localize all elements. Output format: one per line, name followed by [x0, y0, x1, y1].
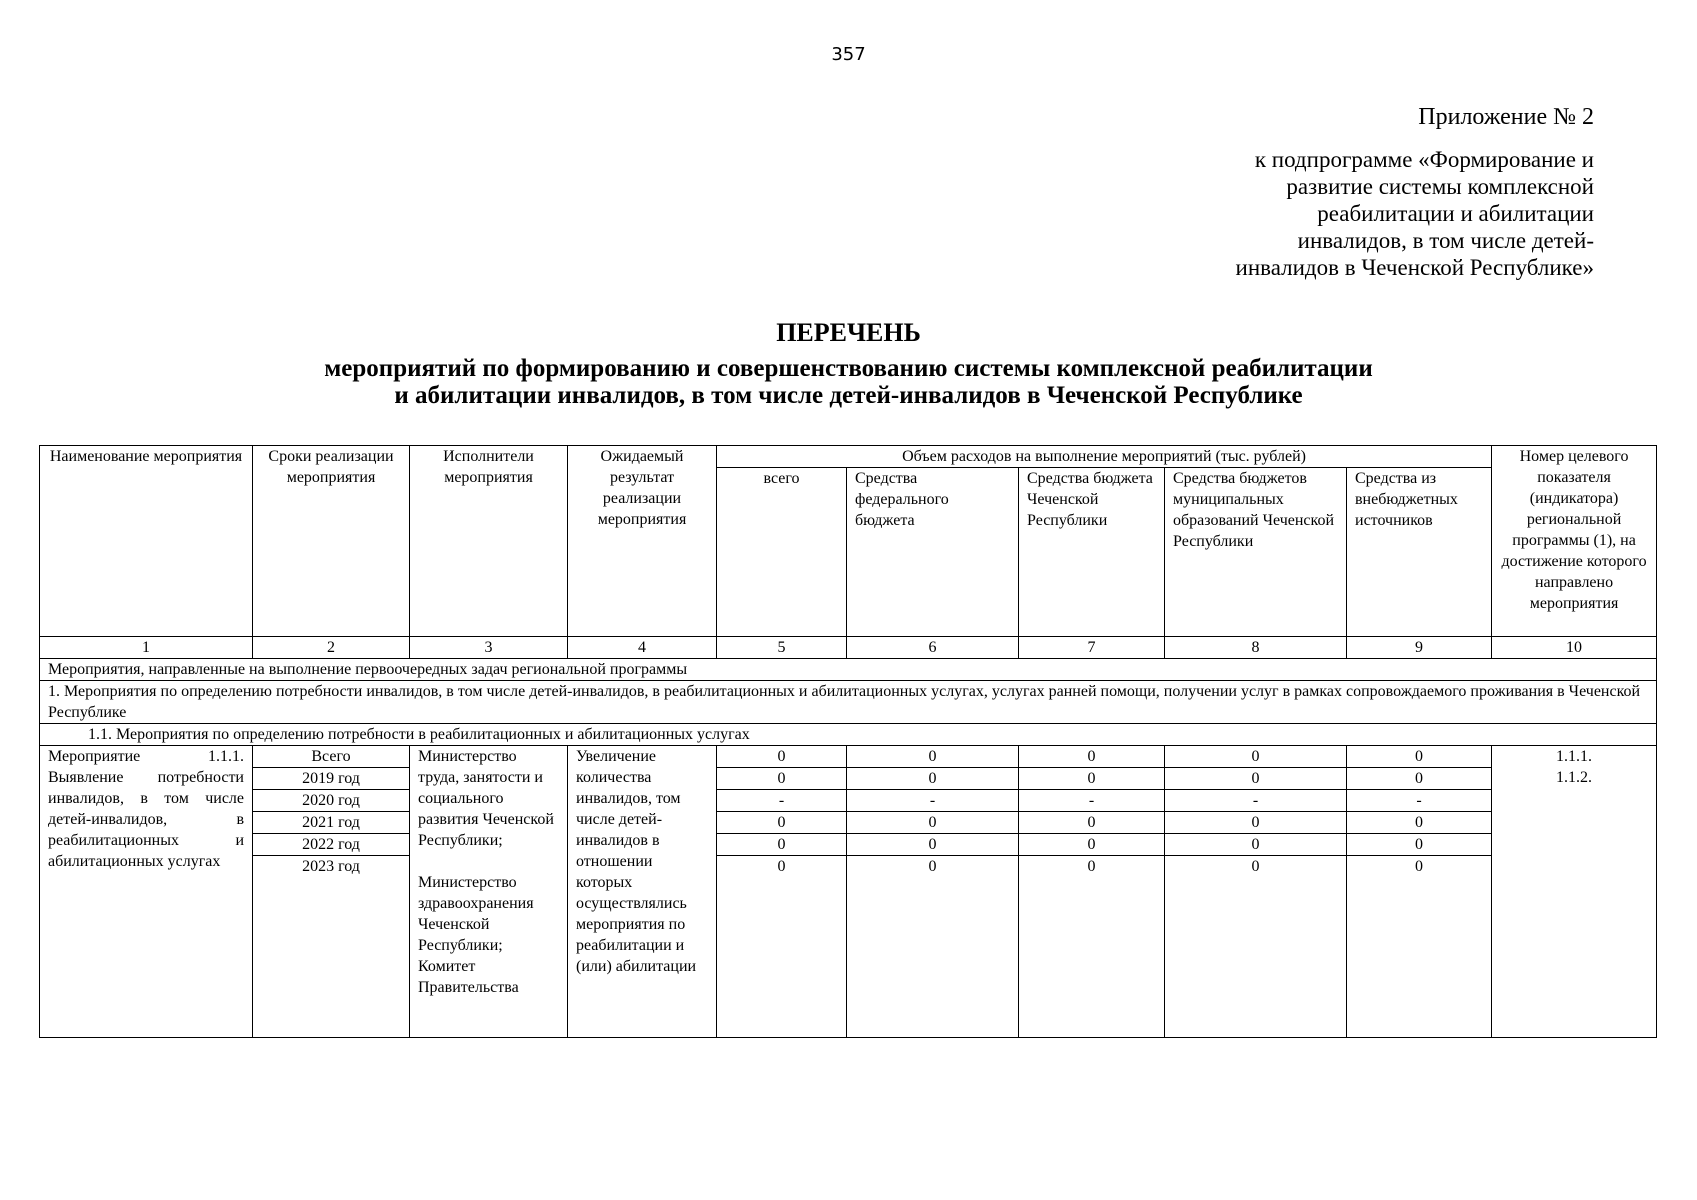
- table-row: [40, 834, 1657, 856]
- section-row: [40, 681, 1657, 724]
- republic-cell: -: [1019, 790, 1165, 812]
- subtitle-line: мероприятий по формированию и совершенствованию системы комплексной реабилитации: [324, 355, 1373, 382]
- column-number: 4: [568, 637, 717, 659]
- page-number: 357: [831, 44, 866, 65]
- document-title: ПЕРЕЧЕНЬ: [776, 318, 921, 347]
- republic-cell: 0: [1019, 834, 1165, 856]
- extrabudget-cell: 0: [1347, 746, 1492, 768]
- extrabudget-cell: 0: [1347, 856, 1492, 878]
- extrabudget-cell: 0: [1347, 812, 1492, 834]
- federal-cell: 0: [847, 834, 1019, 856]
- section-row: [40, 724, 1657, 746]
- period-cell: 2023 год: [253, 856, 410, 878]
- federal-cell: 0: [847, 768, 1019, 790]
- period-cell: 2022 год: [253, 834, 410, 856]
- header-row: [40, 446, 1657, 468]
- municipal-cell: 0: [1165, 746, 1347, 768]
- republic-cell: 0: [1019, 812, 1165, 834]
- measure-executors: Министерство труда, занятости и социального развития Чеченской Республики; Министерство здравоохранения Чеченской Республики; Комитет Правительства: [410, 746, 568, 1038]
- period-cell: 2021 год: [253, 812, 410, 834]
- total-cell: 0: [717, 746, 847, 768]
- table-row: [40, 790, 1657, 812]
- header-result: Ожидаемый результат реализации мероприятия: [568, 446, 717, 637]
- republic-cell: 0: [1019, 768, 1165, 790]
- column-number: 5: [717, 637, 847, 659]
- federal-cell: 0: [847, 812, 1019, 834]
- appendix-line: инвалидов, в том числе детей-: [1297, 228, 1594, 253]
- municipal-cell: 0: [1165, 768, 1347, 790]
- republic-cell: 0: [1019, 746, 1165, 768]
- appendix-title: Приложение № 2: [1418, 104, 1594, 130]
- extrabudget-cell: 0: [1347, 834, 1492, 856]
- total-cell: 0: [717, 856, 847, 878]
- section-heading: Мероприятия, направленные на выполнение первоочередных задач региональной программы: [40, 659, 1657, 681]
- appendix-subtitle: [1074, 146, 1594, 281]
- total-cell: -: [717, 790, 847, 812]
- empty-cell: [1165, 877, 1347, 1038]
- appendix-line: инвалидов в Чеченской Республике»: [1235, 255, 1594, 280]
- total-cell: 0: [717, 834, 847, 856]
- measure-indicators: 1.1.1. 1.1.2.: [1492, 746, 1657, 1038]
- empty-cell: [717, 877, 847, 1038]
- column-number: 3: [410, 637, 568, 659]
- federal-cell: 0: [847, 746, 1019, 768]
- header-terms: Сроки реализации мероприятия: [253, 446, 410, 637]
- subtitle-line: и абилитации инвалидов, в том числе детей-инвалидов в Чеченской Республике: [394, 382, 1303, 409]
- column-number: 6: [847, 637, 1019, 659]
- extrabudget-cell: -: [1347, 790, 1492, 812]
- republic-cell: 0: [1019, 856, 1165, 878]
- header-federal: Средства федерального бюджета: [847, 468, 1019, 637]
- federal-cell: -: [847, 790, 1019, 812]
- header-executors: Исполнители мероприятия: [410, 446, 568, 637]
- federal-cell: 0: [847, 856, 1019, 878]
- period-cell: Всего: [253, 746, 410, 768]
- municipal-cell: 0: [1165, 812, 1347, 834]
- empty-cell: [1019, 877, 1165, 1038]
- appendix-line: к подпрограмме «Формирование и: [1254, 147, 1594, 172]
- appendix-line: развитие системы комплексной: [1286, 174, 1594, 199]
- table-row: [40, 746, 1657, 768]
- header-extrabudget: Средства из внебюджетных источников: [1347, 468, 1492, 637]
- column-number: 2: [253, 637, 410, 659]
- document-subtitle: [0, 355, 1697, 409]
- empty-cell: [253, 877, 410, 1038]
- empty-cell: [1347, 877, 1492, 1038]
- municipal-cell: -: [1165, 790, 1347, 812]
- empty-cell: [847, 877, 1019, 1038]
- header-republic: Средства бюджета Чеченской Республики: [1019, 468, 1165, 637]
- column-number: 1: [40, 637, 253, 659]
- measure-result: Увеличение количества инвалидов, том числе детей-инвалидов в отношении которых осуществлялись мероприятия по реабилитации и (или) абилитации: [568, 746, 717, 1038]
- table-row: [40, 768, 1657, 790]
- table-row: [40, 812, 1657, 834]
- header-indicator: Номер целевого показателя (индикатора) региональной программы (1), на достижение которого направлено мероприятия: [1492, 446, 1657, 637]
- table-row-filler: [40, 877, 1657, 1038]
- header-expenses-group: Объем расходов на выполнение мероприятий (тыс. рублей): [717, 446, 1492, 468]
- section-heading: 1. Мероприятия по определению потребности инвалидов, в том числе детей-инвалидов, в реабилитационных и абилитационных услугах, услугах ранней помощи, получении услуг в рамках сопровождаемого проживания в Чеченской Республике: [40, 681, 1657, 724]
- period-cell: 2020 год: [253, 790, 410, 812]
- municipal-cell: 0: [1165, 856, 1347, 878]
- table-row: [40, 856, 1657, 878]
- header-name: Наименование мероприятия: [40, 446, 253, 637]
- section-row: [40, 659, 1657, 681]
- appendix-line: реабилитации и абилитации: [1317, 201, 1594, 226]
- period-cell: 2019 год: [253, 768, 410, 790]
- municipal-cell: 0: [1165, 834, 1347, 856]
- extrabudget-cell: 0: [1347, 768, 1492, 790]
- column-number: 10: [1492, 637, 1657, 659]
- header-total: всего: [717, 468, 847, 637]
- column-number: 8: [1165, 637, 1347, 659]
- subsection-heading: 1.1. Мероприятия по определению потребности в реабилитационных и абилитационных услугах: [40, 724, 1657, 746]
- header-municipal: Средства бюджетов муниципальных образований Чеченской Республики: [1165, 468, 1347, 637]
- total-cell: 0: [717, 768, 847, 790]
- column-numbers-row: [40, 637, 1657, 659]
- total-cell: 0: [717, 812, 847, 834]
- column-number: 9: [1347, 637, 1492, 659]
- measures-table: [39, 445, 1657, 1038]
- measure-name: Мероприятие 1.1.1. Выявление потребности инвалидов, в том числе детей-инвалидов, в реабилитационных и абилитационных услугах: [40, 746, 253, 1038]
- column-number: 7: [1019, 637, 1165, 659]
